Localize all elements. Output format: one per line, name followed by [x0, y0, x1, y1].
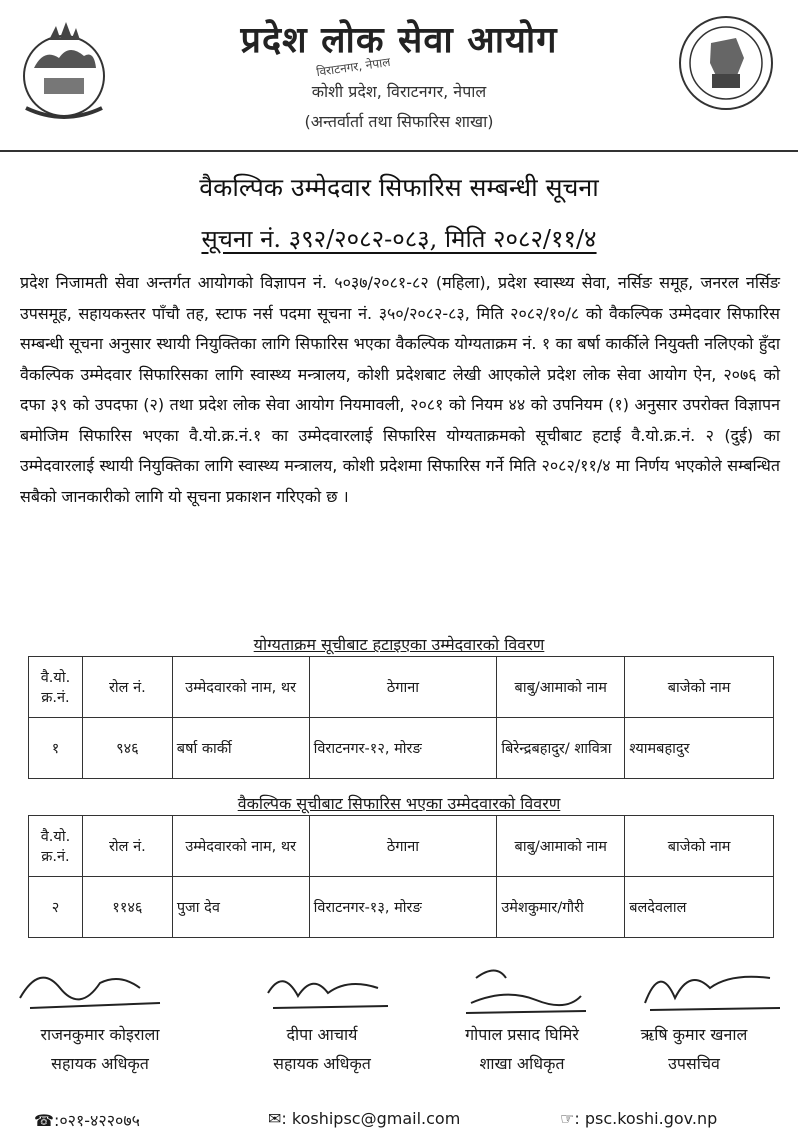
signatory-4: [604, 1020, 784, 1078]
recommended-candidates-table: [28, 815, 774, 938]
notice-body: प्रदेश निजामती सेवा अन्तर्गत आयोगको विज्ञापन नं. ५०३७/२०८१-८२ (महिला), प्रदेश स्वास्थ्य सेवा, नर्सिङ समूह, जनरल नर्सिङ उपसमूह, सहायकस्तर पाँचौ तह, स्टाफ नर्स पदमा सूचना नं. ३५०/२०८२-८३, मिति २०८२/१०/८ को वैकल्पिक उम्मेदवार सिफारिस सम्बन्धी सूचना अनुसार स्थायी नियुक्तिका लागि सिफारिस भएका वैकल्पिक योग्यताक्रम नं. १ का बर्षा कार्कीले नियुक्ती नलिएको हुँदा वैकल्पिक उम्मेदवार सिफारिसका लागि स्वास्थ्य मन्त्रालय, कोशी प्रदेशबाट लेखी आएकोले प्रदेश लोक सेवा आयोग ऐन, २०७६ को दफा ३९ को उपदफा (२) तथा प्रदेश लोक सेवा आयोग नियमावली, २०८१ को नियम ४४ को उपनियम (१) अनुसार उपरोक्त विज्ञापन बमोजिम सिफारिस भएका वै.यो.क्र.नं.१ का उम्मेदवारलाई सिफारिस योग्यताक्रमको सूचीबाट हटाई वै.यो.क्र.नं. २ (दुई) का उम्मेदवारलाई स्थायी नियुक्तिका लागि स्वास्थ्य मन्त्रालय, कोशी प्रदेशमा सिफारिस गर्ने मिति २०८२/११/४ मा निर्णय भएकोले सम्बन्धित सबैको जानकारीको लागि यो सूचना प्रकाशन गरिएको छ ।: [20, 273, 780, 506]
branch-name: (अन्तर्वार्ता तथा सिफारिस शाखा): [304, 112, 494, 131]
footer-phone: ☎:०२१-४२२०७५: [34, 1111, 140, 1130]
table-recommended-caption: वैकल्पिक सूचीबाट सिफारिस भएका उम्मेदवारको विवरण: [237, 794, 561, 813]
col-roll: रोल नं.: [82, 657, 172, 718]
col-serial: वै.यो. क्र.नं.: [29, 657, 83, 718]
organization-title: प्रदेश लोक सेवा आयोग: [240, 19, 558, 61]
col-grandfather: बाजेको नाम: [625, 816, 774, 877]
table-row: [29, 718, 774, 779]
col-grandfather: बाजेको नाम: [625, 657, 774, 718]
cell-name: बर्षा कार्की: [172, 718, 309, 779]
signatory-3: [432, 1020, 612, 1078]
col-serial: वै.यो. क्र.नं.: [29, 816, 83, 877]
signature-mark-3: [456, 958, 596, 1018]
cell-address: विराटनगर-१३, मोरङ: [309, 877, 497, 938]
signatory-title: सहायक अधिकृत: [51, 1054, 149, 1073]
removed-candidates-table: [28, 656, 774, 779]
signature-mark-1: [10, 958, 170, 1018]
phone-icon: ☎: [34, 1111, 54, 1130]
signatory-2: [232, 1020, 412, 1078]
signatory-1: [10, 1020, 190, 1078]
table-row: [29, 877, 774, 938]
col-name: उम्मेदवारको नाम, थर: [172, 816, 309, 877]
col-roll: रोल नं.: [82, 816, 172, 877]
col-address: ठेगाना: [309, 657, 497, 718]
signatory-name: ऋषि कुमार खनाल: [640, 1025, 748, 1044]
cell-parents: उमेशकुमार/गौरी: [497, 877, 625, 938]
signature-mark-2: [258, 958, 398, 1018]
cell-address: विराटनगर-१२, मोरङ: [309, 718, 497, 779]
signatory-name: दीपा आचार्य: [286, 1025, 358, 1044]
header-divider: [0, 150, 798, 152]
cell-parents: बिरेन्द्रबहादुर/ शावित्रा: [497, 718, 625, 779]
col-name: उम्मेदवारको नाम, थर: [172, 657, 309, 718]
cell-grandfather: बलदेवलाल: [625, 877, 774, 938]
signatory-title: उपसचिव: [668, 1054, 720, 1073]
footer-email[interactable]: ✉: koshipsc@gmail.com: [268, 1109, 461, 1128]
cell-roll: ११४६: [82, 877, 172, 938]
signatory-name: राजनकुमार कोइराला: [40, 1025, 160, 1044]
cell-name: पुजा देव: [172, 877, 309, 938]
signature-mark-4: [630, 958, 790, 1018]
footer-website[interactable]: ☞: psc.koshi.gov.np: [560, 1109, 718, 1128]
col-parents: बाबु/आमाको नाम: [497, 657, 625, 718]
signatory-title: सहायक अधिकृत: [273, 1054, 371, 1073]
stamp-text: विराटनगर, नेपाल: [315, 54, 392, 80]
table-header-row: [29, 657, 774, 718]
signatory-title: शाखा अधिकृत: [479, 1054, 565, 1073]
table-removed-caption: योग्यताक्रम सूचीबाट हटाइएका उम्मेदवारको विवरण: [253, 635, 545, 654]
cell-serial: २: [29, 877, 83, 938]
pointer-icon: ☞: [560, 1109, 575, 1128]
envelope-icon: ✉: [268, 1109, 282, 1128]
notice-number: सूचना नं. ३९२/२०८२-०८३, मिति २०८२/११/४: [201, 225, 597, 253]
document-title: वैकल्पिक उम्मेदवार सिफारिस सम्बन्धी सूचना: [199, 173, 599, 202]
cell-serial: १: [29, 718, 83, 779]
organization-address: कोशी प्रदेश, विराटनगर, नेपाल: [311, 82, 487, 101]
col-parents: बाबु/आमाको नाम: [497, 816, 625, 877]
col-address: ठेगाना: [309, 816, 497, 877]
cell-roll: ९४६: [82, 718, 172, 779]
table-header-row: [29, 816, 774, 877]
signatory-name: गोपाल प्रसाद घिमिरे: [465, 1025, 579, 1044]
cell-grandfather: श्यामबहादुर: [625, 718, 774, 779]
